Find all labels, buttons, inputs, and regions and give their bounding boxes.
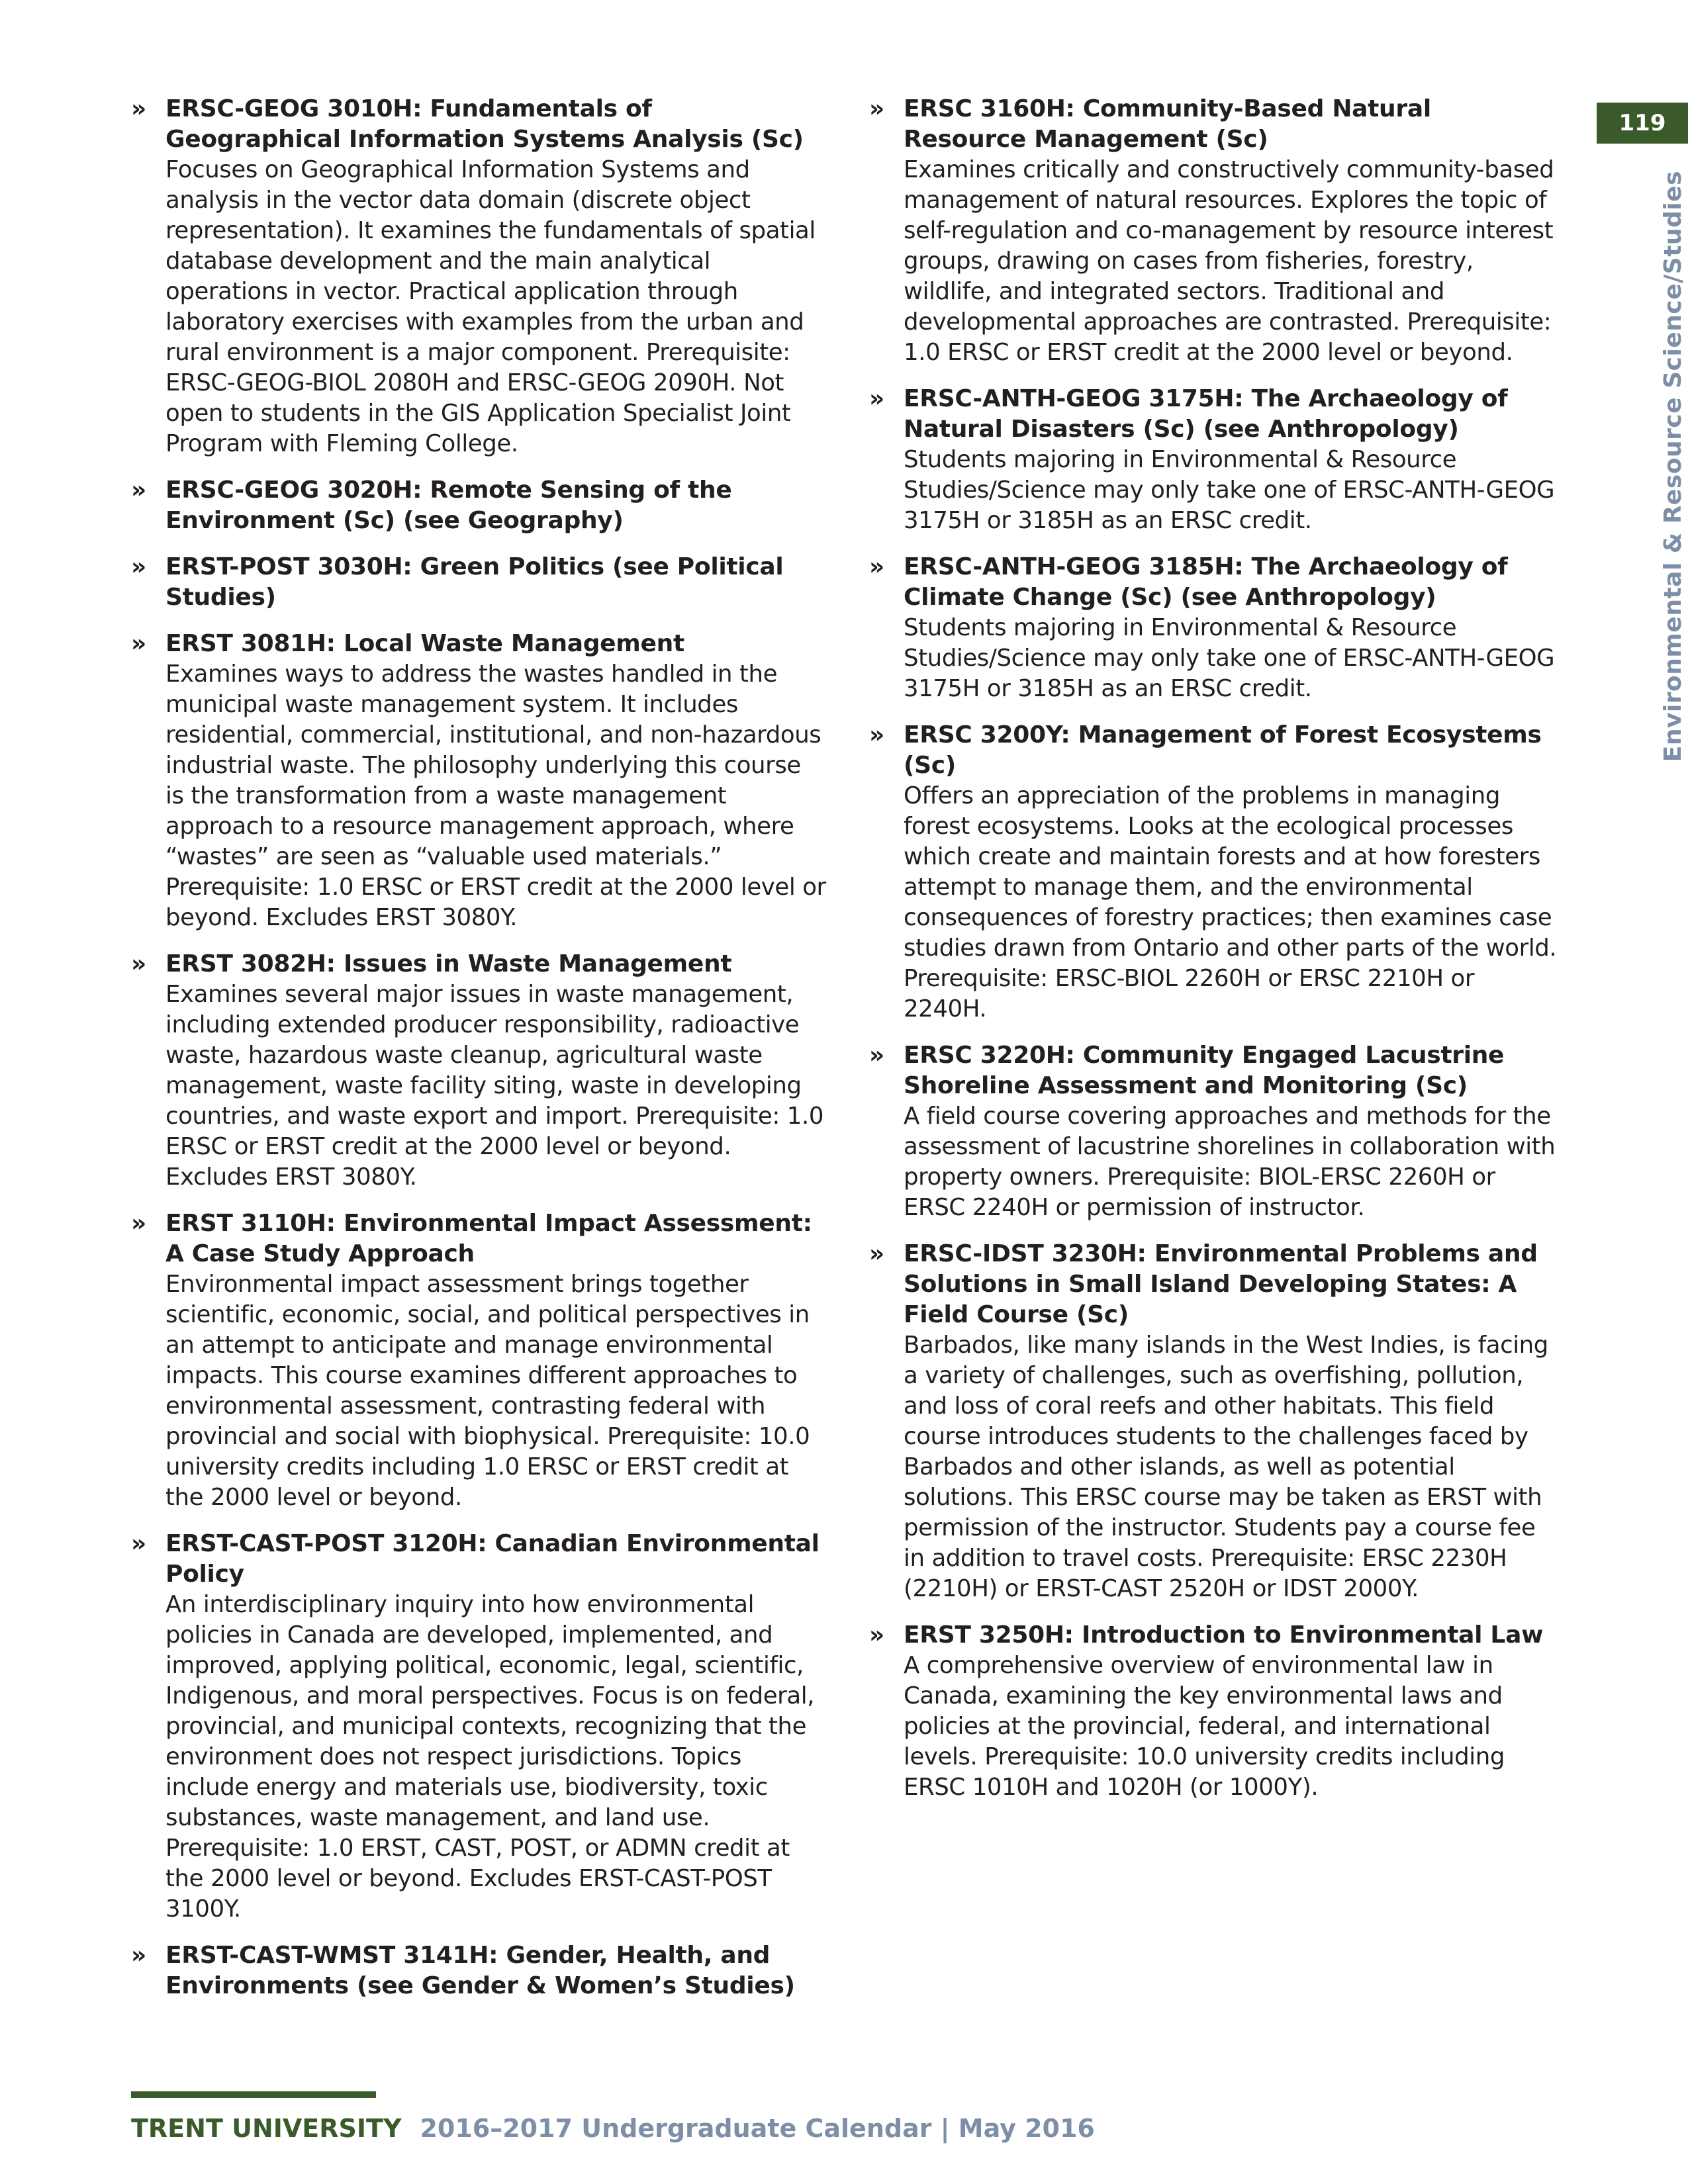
bullet-icon: » <box>131 477 147 504</box>
course-description: Examines several major issues in waste management, including extended producer responsibility, radioactive waste, hazardous waste cleanup, agricultural waste management, waste facility siting, waste in developing countries, and waste export and import. Prerequisite: 1.0 ERSC or ERST credit at the 2000 level or beyond. Excludes ERST 3080Y. <box>165 981 824 1191</box>
bullet-icon: » <box>131 630 147 657</box>
course-title: ERSC 3220H: Community Engaged Lacustrine Shoreline Assessment and Monitoring (Sc) <box>904 1042 1505 1099</box>
course-entry <box>131 629 826 933</box>
bullet-icon: » <box>131 1942 147 1969</box>
course-entry <box>869 720 1561 1024</box>
bullet-icon: » <box>131 95 147 122</box>
course-title: ERST 3110H: Environmental Impact Assessment: A Case Study Approach <box>165 1210 812 1267</box>
course-entry <box>869 384 1561 536</box>
course-title: ERSC-GEOG 3020H: Remote Sensing of the Environment (Sc) (see Geography) <box>165 477 732 534</box>
course-description: A field course covering approaches and methods for the assessment of lacustrine shorelines in collaboration with property owners. Prerequisite: BIOL-ERSC 2260H or ERSC 2240H or permission of instructor. <box>904 1103 1556 1221</box>
bullet-icon: » <box>869 1042 885 1069</box>
course-description: Barbados, like many islands in the West Indies, is facing a variety of challenges, such as overfishing, pollution, and loss of coral reefs and other habitats. This field course introduces students to the challenges faced by Barbados and other islands, as well as potential solutions. This ERSC course may be taken as ERST with permission of the instructor. Students pay a course fee in addition to travel costs. Prerequisite: ERSC 2230H (2210H) or ERST-CAST 2520H or IDST 2000Y. <box>904 1332 1548 1602</box>
course-title: ERST-CAST-WMST 3141H: Gender, Health, and Environments (see Gender & Women’s Studies) <box>165 1942 795 1999</box>
bullet-icon: » <box>869 553 885 580</box>
footer <box>131 2113 1095 2144</box>
course-entry <box>869 1040 1561 1223</box>
course-title: ERST 3081H: Local Waste Management <box>165 630 684 657</box>
bullet-icon: » <box>131 950 147 978</box>
course-title: ERST-POST 3030H: Green Politics (see Political Studies) <box>165 553 784 611</box>
bullet-icon: » <box>131 553 147 580</box>
course-description: An interdisciplinary inquiry into how environmental policies in Canada are developed, implemented, and improved, applying political, economic, legal, scientific, Indigenous, and moral perspectives. Focus is on federal, provincial, and municipal contexts, recognizing that the environment does not respect jurisdictions. Topics include energy and materials use, biodiversity, toxic substances, waste management, and land use. Prerequisite: 1.0 ERST, CAST, POST, or ADMN credit at the 2000 level or beyond. Excludes ERST-CAST-POST 3100Y. <box>165 1591 815 1923</box>
course-entry <box>131 552 826 613</box>
course-entry <box>131 1208 826 1513</box>
section-side-label <box>1658 171 1688 762</box>
footer-rule <box>131 2091 376 2098</box>
course-title: ERSC-IDST 3230H: Environmental Problems and Solutions in Small Island Developing States: A Field Course (Sc) <box>904 1240 1538 1328</box>
course-entry <box>131 1940 826 2001</box>
course-entry <box>869 1239 1561 1604</box>
course-title: ERST 3082H: Issues in Waste Management <box>165 950 732 978</box>
left-column <box>131 94 826 2017</box>
footer-university: TRENT UNIVERSITY <box>131 2114 402 2143</box>
bullet-icon: » <box>869 1621 885 1649</box>
course-description: Examines ways to address the wastes handled in the municipal waste management system. It includes residential, commercial, institutional, and non-hazardous industrial waste. The philosophy underlying this course is the transformation from a waste management approach to a resource management approach, where “wastes” are seen as “valuable used materials.” Prerequisite: 1.0 ERSC or ERST credit at the 2000 level or beyond. Excludes ERST 3080Y. <box>165 660 826 931</box>
course-title: ERSC-ANTH-GEOG 3185H: The Archaeology of Climate Change (Sc) (see Anthropology) <box>904 553 1508 611</box>
course-title: ERSC 3200Y: Management of Forest Ecosystems (Sc) <box>904 721 1542 779</box>
course-description: Examines critically and constructively community-based management of natural resources. Explores the topic of self-regulation and co-management by resource interest groups, drawing on cases from fisheries, forestry, wildlife, and integrated sectors. Traditional and developmental approaches are contrasted. Prerequisite: 1.0 ERSC or ERST credit at the 2000 level or beyond. <box>904 156 1554 366</box>
course-description: Students majoring in Environmental & Resource Studies/Science may only take one of ERSC-ANTH-GEOG 3175H or 3185H as an ERSC credit. <box>904 446 1555 534</box>
course-title: ERST 3250H: Introduction to Environmental Law <box>904 1621 1544 1649</box>
course-description: Students majoring in Environmental & Resource Studies/Science may only take one of ERSC-ANTH-GEOG 3175H or 3185H as an ERSC credit. <box>904 614 1555 702</box>
course-entry <box>869 1620 1561 1803</box>
course-entry <box>869 94 1561 368</box>
course-title: ERST-CAST-POST 3120H: Canadian Environmental Policy <box>165 1530 820 1588</box>
course-description: Focuses on Geographical Information Systems and analysis in the vector data domain (discrete object representation). It examines the fundamentals of spatial database development and the main analytical operations in vector. Practical application through laboratory exercises with examples from the urban and rural environment is a major component. Prerequisite: ERSC-GEOG-BIOL 2080H and ERSC-GEOG 2090H. Not open to students in the GIS Application Specialist Joint Program with Fleming College. <box>165 156 816 457</box>
course-title: ERSC 3160H: Community-Based Natural Resource Management (Sc) <box>904 95 1431 153</box>
course-entry <box>131 475 826 536</box>
bullet-icon: » <box>869 721 885 749</box>
footer-calendar: 2016–2017 Undergraduate Calendar | May 2016 <box>420 2114 1095 2143</box>
page-number-tab: 119 <box>1597 103 1688 144</box>
course-entry <box>131 94 826 459</box>
course-description: Environmental impact assessment brings together scientific, economic, social, and political perspectives in an attempt to anticipate and manage environmental impacts. This course examines different approaches to environmental assessment, contrasting federal with provincial and social with biophysical. Prerequisite: 10.0 university credits including 1.0 ERSC or ERST credit at the 2000 level or beyond. <box>165 1271 810 1511</box>
bullet-icon: » <box>869 1240 885 1267</box>
bullet-icon: » <box>869 95 885 122</box>
section-side-label-text: Environmental & Resource Science/Studies <box>1660 171 1687 762</box>
right-column <box>869 94 1561 1819</box>
course-title: ERSC-GEOG 3010H: Fundamentals of Geographical Information Systems Analysis (Sc) <box>165 95 804 153</box>
course-entry <box>131 949 826 1193</box>
course-description: A comprehensive overview of environmental law in Canada, examining the key environmental laws and policies at the provincial, federal, and international levels. Prerequisite: 10.0 university credits including ERSC 1010H and 1020H (or 1000Y). <box>904 1652 1505 1801</box>
course-title: ERSC-ANTH-GEOG 3175H: The Archaeology of Natural Disasters (Sc) (see Anthropology) <box>904 385 1508 443</box>
bullet-icon: » <box>131 1530 147 1557</box>
course-description: Offers an appreciation of the problems in managing forest ecosystems. Looks at the ecological processes which create and maintain forests and at how foresters attempt to manage them, and the environmental consequences of forestry practices; then examines case studies drawn from Ontario and other parts of the world. Prerequisite: ERSC-BIOL 2260H or ERSC 2210H or 2240H. <box>904 782 1557 1023</box>
course-entry <box>131 1529 826 1925</box>
course-entry <box>869 552 1561 704</box>
bullet-icon: » <box>869 385 885 412</box>
bullet-icon: » <box>131 1210 147 1237</box>
